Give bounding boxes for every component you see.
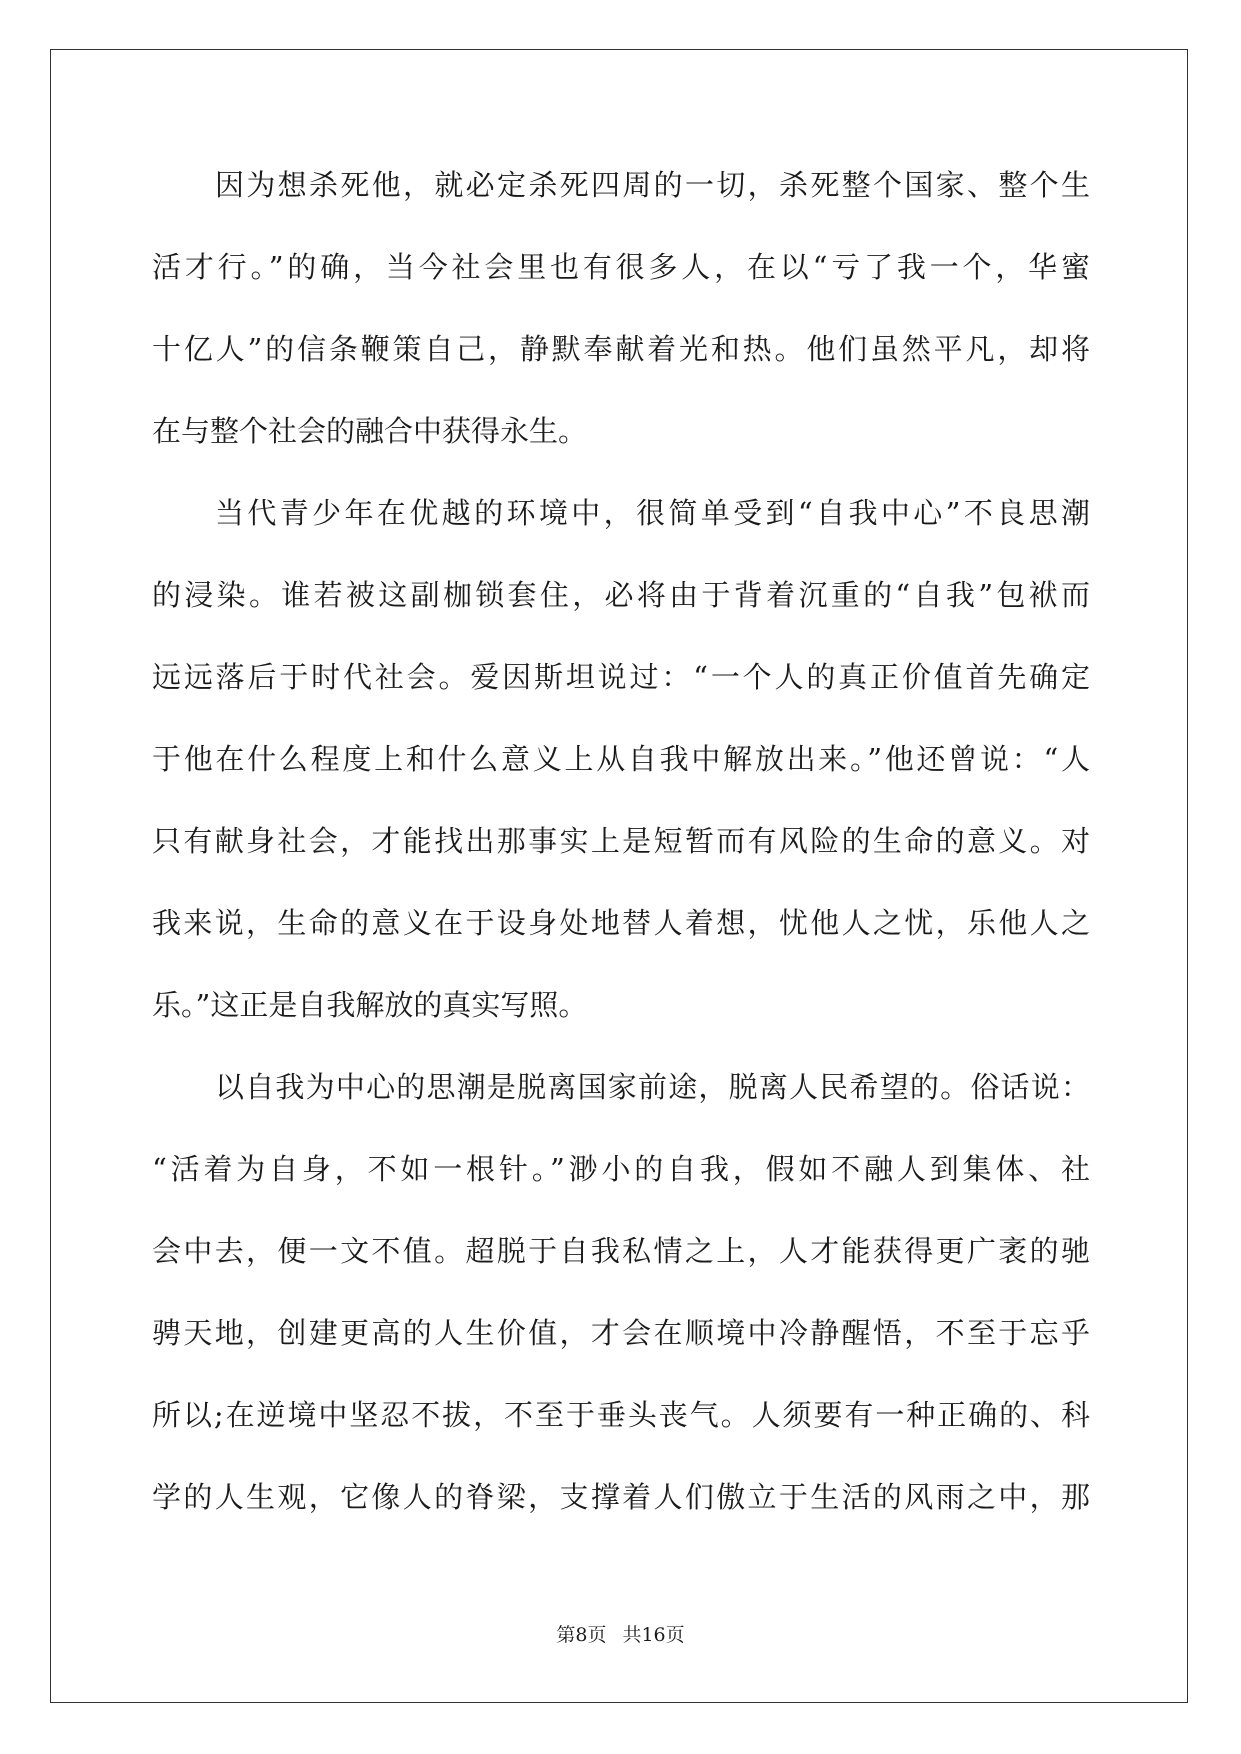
text-line: 当代青少年在优越的环境中，很简单受到“自我中心”不良思潮 (215, 496, 1090, 530)
text-line: 骋天地，创建更高的人生价值，才会在顺境中冷静醒悟，不至于忘乎 (152, 1316, 1090, 1350)
text-line: 会中去，便一文不值。超脱于自我私情之上，人才能获得更广袤的驰 (152, 1234, 1090, 1268)
text-line: 学的人生观，它像人的脊梁，支撑着人们傲立于生活的风雨之中，那 (152, 1480, 1090, 1514)
document-body (152, 160, 1090, 1554)
text-line: “活着为自身，不如一根针。”渺小的自我，假如不融人到集体、社 (152, 1152, 1090, 1186)
page-footer (0, 1620, 1241, 1647)
text-line: 只有献身社会，才能找出那事实上是短暂而有风险的生命的意义。对 (152, 824, 1090, 858)
text-line: 在与整个社会的融合中获得永生。 (152, 414, 588, 448)
text-line: 的浸染。谁若被这副枷锁套住，必将由于背着沉重的“自我”包袱而 (152, 578, 1090, 612)
text-line: 因为想杀死他，就必定杀死四周的一切，杀死整个国家、整个生 (215, 168, 1090, 202)
current-page-number: 第8页 (556, 1624, 607, 1646)
text-line: 所以;在逆境中坚忍不拔，不至于垂头丧气。人须要有一种正确的、科 (152, 1398, 1090, 1432)
total-page-count: 共16页 (622, 1624, 685, 1646)
text-line: 活才行。”的确，当今社会里也有很多人，在以“亏了我一个，华蜜 (152, 250, 1090, 284)
text-line: 远远落后于时代社会。爱因斯坦说过：“一个人的真正价值首先确定 (152, 660, 1090, 694)
text-line: 于他在什么程度上和什么意义上从自我中解放出来。”他还曾说：“人 (152, 742, 1090, 776)
text-line: 乐。”这正是自我解放的真实写照。 (152, 988, 588, 1022)
text-line: 十亿人”的信条鞭策自己，静默奉献着光和热。他们虽然平凡，却将 (152, 332, 1090, 366)
text-line: 以自我为中心的思潮是脱离国家前途，脱离人民希望的。俗话说： (215, 1070, 1090, 1104)
text-line: 我来说，生命的意义在于设身处地替人着想，忧他人之忧，乐他人之 (152, 906, 1090, 940)
